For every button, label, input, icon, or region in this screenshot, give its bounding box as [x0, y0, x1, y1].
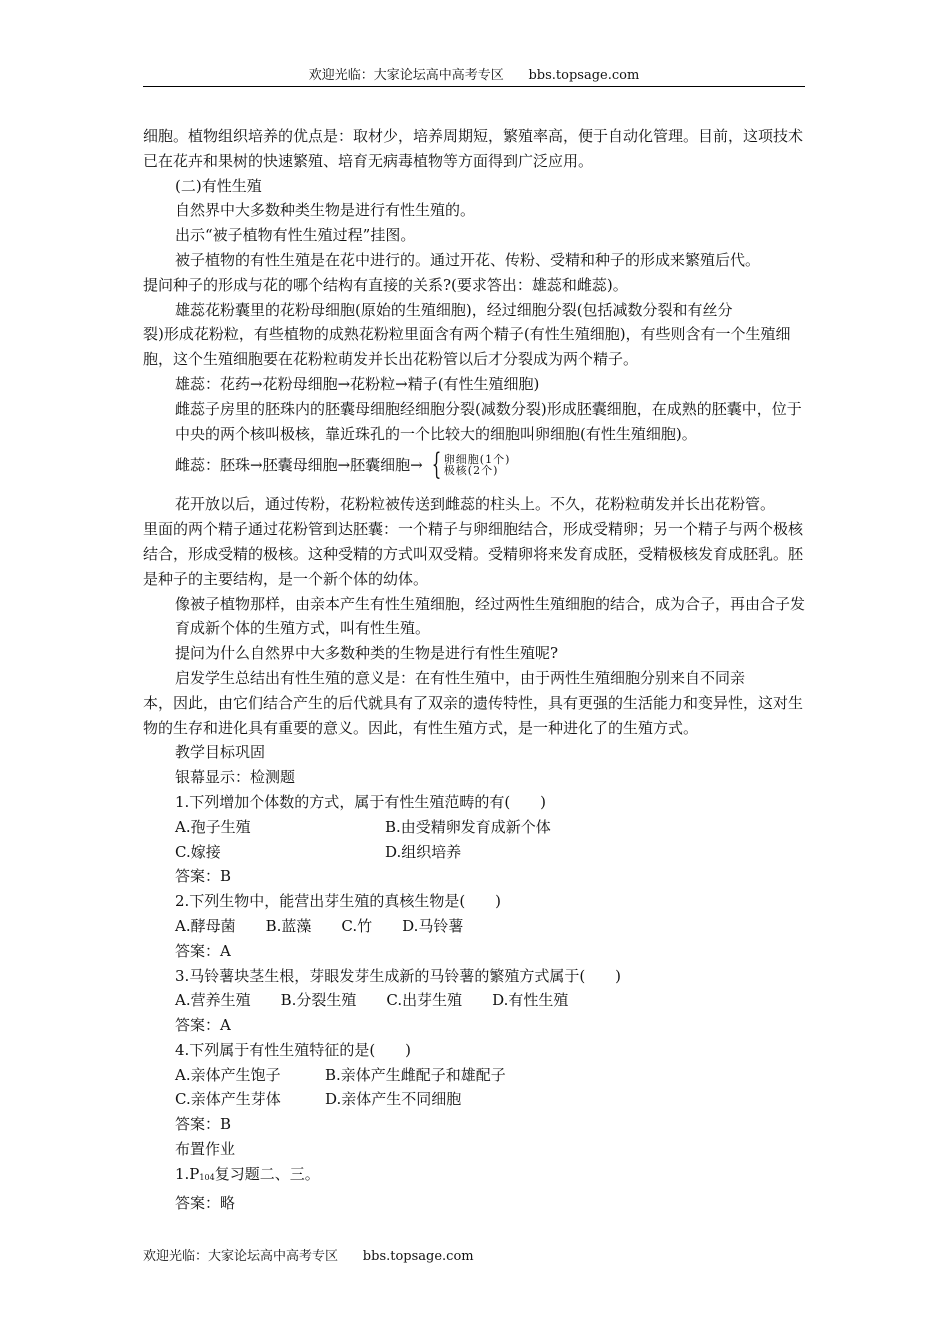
formula-items [444, 454, 511, 476]
paragraph: 像被子植物那样，由亲本产生有性生殖细胞，经过两性生殖细胞的结合，成为合子，再由合子发育成新个体的生殖方式，叫有性生殖。 [175, 594, 806, 638]
homework-answer: 答案：略 [175, 1193, 236, 1212]
homework-item-page: 104 [199, 1172, 215, 1182]
q3-stem: 3.马铃薯块茎生根，芽眼发芽生成新的马铃薯的繁殖方式属于( ) [175, 966, 622, 985]
q2-option-c: C.竹 [341, 916, 373, 935]
document-body [143, 124, 807, 1215]
paragraph: (二)有性生殖 [175, 176, 262, 195]
q4-option-b: B.亲体产生雌配子和雄配子 [325, 1065, 506, 1084]
paragraph: 自然界中大多数种类生物是进行有性生殖的。 [175, 201, 476, 220]
q3-option-a: A.营养生殖 [175, 991, 251, 1010]
paragraph: 裂)形成花粉粒，有些植物的成熟花粉粒里面含有两个精子(有性生殖细胞)，有些则含有一个生殖细胞，这个生殖细胞要在花粉粒萌发并长出花粉管以后才分裂成为两个精子。 [143, 325, 791, 369]
q1-option-b: B.由受精卵发育成新个体 [385, 817, 551, 836]
formula-item-egg: 卵细胞(1个) [443, 453, 511, 467]
q2-stem: 2.下列生物中，能营出芽生殖的真核生物是( ) [175, 892, 502, 911]
q1-option-a: A.孢子生殖 [175, 817, 251, 836]
paragraph: 出示“被子植物有性生殖过程”挂图。 [175, 226, 416, 245]
homework-item [143, 1162, 807, 1191]
paragraphs-top [143, 124, 807, 446]
homework-item-rest: 复习题二、三。 [214, 1164, 320, 1183]
paragraph: 雄蕊花粉囊里的花粉母细胞(原始的生殖细胞)，经过细胞分裂(包括减数分裂和有丝分 [175, 300, 733, 319]
q4-option-a: A.亲体产生饱子 [175, 1065, 281, 1084]
q3-option-d: D.有性生殖 [492, 991, 569, 1010]
q4-options-row2 [143, 1087, 807, 1112]
paragraph: 教学目标巩固 [175, 743, 266, 762]
q2-option-d: D.马铃薯 [402, 916, 464, 935]
q3-answer: 答案：A [175, 1016, 231, 1035]
paragraph: 雄蕊：花药→花粉母细胞→花粉粒→精子(有性生殖细胞) [175, 374, 540, 393]
formula-item-polar: 极核(2个) [443, 464, 499, 478]
paragraph: 提问为什么自然界中大多数种类的生物是进行有性生殖呢? [175, 644, 559, 663]
q1-answer: 答案：B [175, 867, 232, 886]
paragraph: 花开放以后，通过传粉，花粉粒被传送到雌蕊的柱头上。不久，花粉粒萌发并长出花粉管。 [175, 495, 776, 514]
page-footer: 欢迎光临：大家论坛高中高考专区 bbs.topsage.com [143, 1249, 474, 1264]
brace-icon: { [431, 447, 442, 483]
q1-options-row1 [143, 815, 807, 840]
formula-lead: 雌蕊：胚珠→胚囊母细胞→胚囊细胞→ [175, 455, 423, 474]
q4-answer: 答案：B [175, 1115, 232, 1134]
q4-stem: 4.下列属于有性生殖特征的是( ) [175, 1040, 412, 1059]
q1-stem: 1.下列增加个体数的方式，属于有性生殖范畴的有( ) [175, 792, 547, 811]
pistil-formula [143, 446, 807, 484]
paragraphs-mid [143, 492, 807, 790]
page-header: 欢迎光临：大家论坛高中高考专区 bbs.topsage.com [308, 68, 640, 83]
paragraph: 启发学生总结出有性生殖的意义是：在有性生殖中，由于两性生殖细胞分别来自不同亲 [175, 668, 746, 687]
q4-options-row1 [143, 1063, 807, 1088]
header-rule [143, 86, 805, 87]
paragraph: 细胞。植物组织培养的优点是：取材少，培养周期短，繁殖率高，便于自动化管理。目前，这项技术已在花卉和果树的快速繁殖、培育无病毒植物等方面得到广泛应用。 [143, 127, 804, 170]
q2-option-b: B.蓝藻 [265, 916, 312, 935]
paragraph: 里面的两个精子通过花粉管到达胚囊：一个精子与卵细胞结合，形成受精卵；另一个精子与两个极核结合，形成受精的极核。这种受精的方式叫双受精。受精卵将来发育成胚，受精极核发育成胚乳。胚是种子的主要结构，是一个新个体的幼体。 [143, 520, 804, 588]
paragraph: 被子植物的有性生殖是在花中进行的。通过开花、传粉、受精和种子的形成来繁殖后代。 [175, 250, 761, 269]
q1-option-d: D.组织培养 [385, 842, 462, 861]
q3-option-c: C.出芽生殖 [386, 991, 463, 1010]
q2-options [143, 914, 807, 939]
q2-option-a: A.酵母菌 [175, 916, 236, 935]
q1-options-row2 [143, 840, 807, 865]
paragraph: 提问种子的形成与花的哪个结构有直接的关系?(要求答出：雄蕊和雌蕊)。 [143, 275, 628, 294]
paragraph: 雌蕊子房里的胚珠内的胚囊母细胞经细胞分裂(减数分裂)形成胚囊细胞，在成熟的胚囊中，位于中央的两个核叫极核，靠近珠孔的一个比较大的细胞叫卵细胞(有性生殖细胞)。 [175, 399, 802, 443]
formula-brace [427, 447, 511, 483]
q4-option-d: D.亲体产生不同细胞 [325, 1090, 462, 1109]
paragraph: 本，因此，由它们结合产生的后代就具有了双亲的遗传特性，具有更强的生活能力和变异性，这对生物的生存和进化具有重要的意义。因此，有性生殖方式，是一种进化了的生殖方式。 [143, 693, 804, 737]
q1-option-c: C.嫁接 [175, 842, 221, 861]
q3-option-b: B.分裂生殖 [280, 991, 357, 1010]
paragraph: 银幕显示：检测题 [175, 768, 296, 787]
homework-title: 布置作业 [175, 1140, 236, 1159]
q2-answer: 答案：A [175, 941, 231, 960]
q3-options [143, 988, 807, 1013]
homework-item-prefix: 1.P [175, 1164, 200, 1183]
q4-option-c: C.亲体产生芽体 [175, 1090, 281, 1109]
